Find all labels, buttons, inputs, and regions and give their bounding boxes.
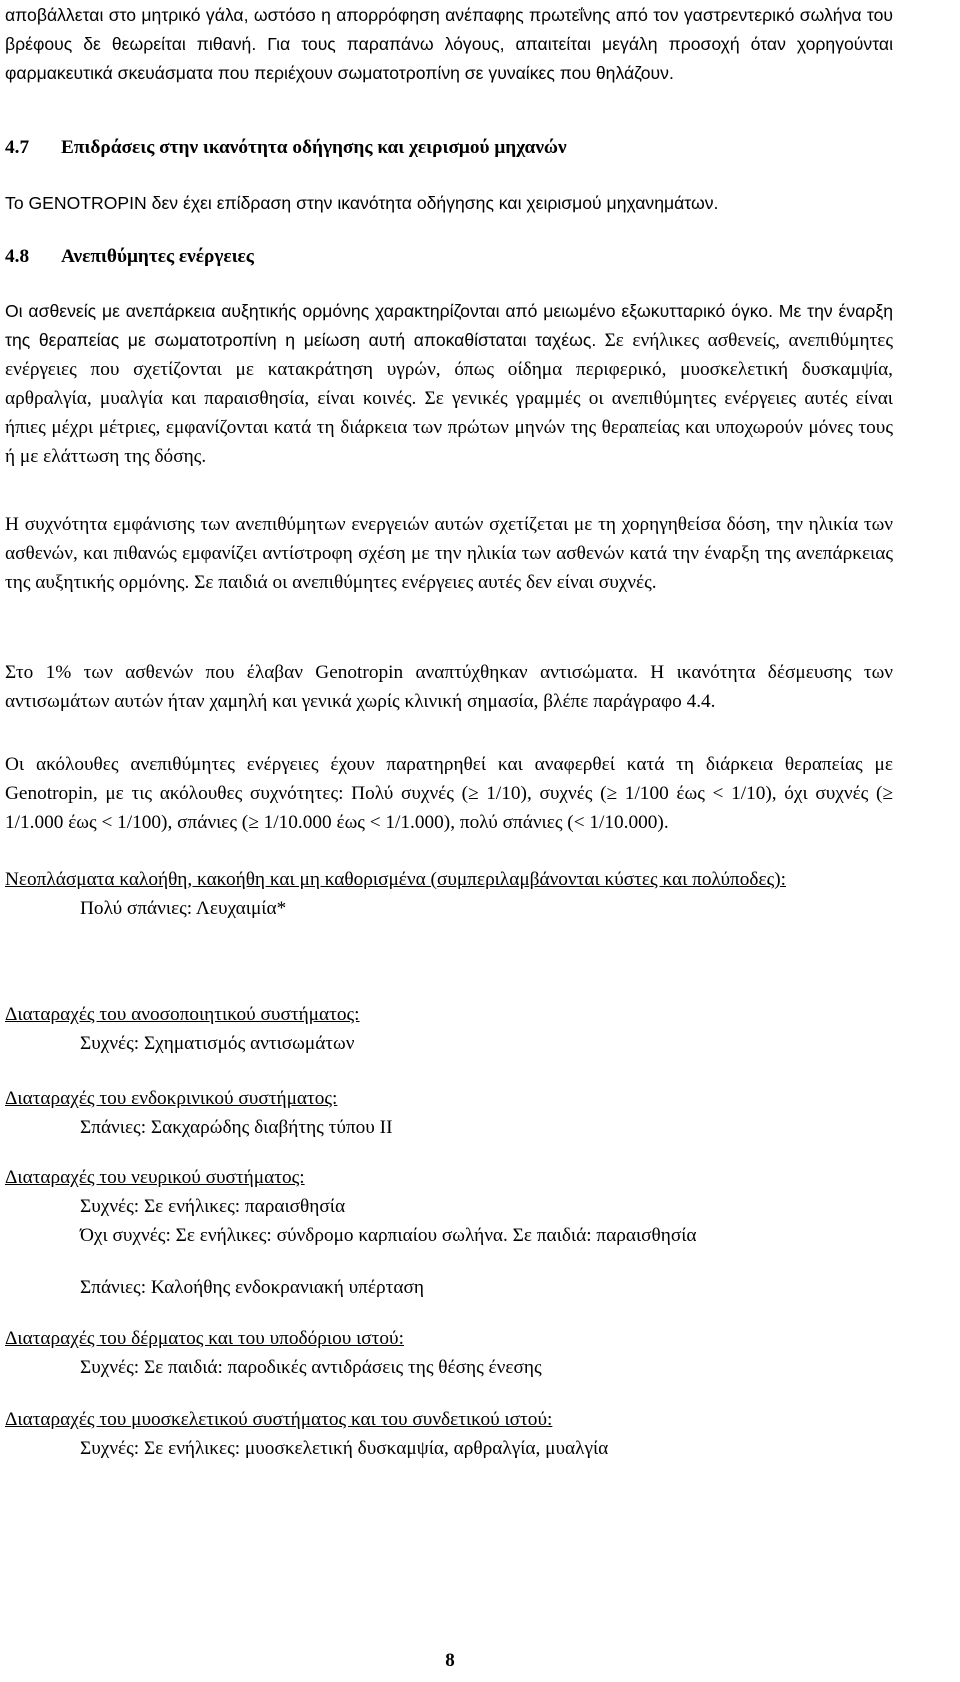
- category-item: Πολύ σπάνιες: Λευχαιμία*: [80, 898, 287, 919]
- category-item: Σπάνιες: Καλοήθης ενδοκρανιακή υπέρταση: [80, 1277, 424, 1298]
- page-number: 8: [445, 1650, 455, 1671]
- section-4-8-heading: [5, 242, 254, 271]
- section-number: 4.8: [5, 246, 30, 267]
- category-musculoskeletal: [5, 1405, 893, 1463]
- category-neoplasms: [5, 865, 893, 923]
- paragraph-1b: Σε ενήλικες ασθενείς, ανεπιθύμητες ενέργειες που σχετίζονται με κατακράτηση υγρών, όπως οίδημα περιφερικό, μυοσκελετική δυσκαμψία, αρθραλγία, μυαλγία και παραισθησία, είναι κοινές. Σε γενικές γραμμές οι ανεπιθύμητες ενέργειες αυτές είναι ήπιες μέχρι μέτριες, εμφανίζονται κατά τη διάρκεια των πρώτων μηνών της θεραπείας και υποχωρούν μόνες τους ή με ελάττωση της δόσης.: [5, 330, 894, 467]
- intro-paragraph: αποβάλλεται στο μητρικό γάλα, ωστόσο η απορρόφηση ανέπαφης πρωτεΐνης από τον γαστρεντερικό σωλήνα του βρέφους δε θεωρείται πιθανή. Για τους παραπάνω λόγους, απαιτείται μεγάλη προσοχή όταν χορηγούνται φαρμακευτικά σκευάσματα που περιέχουν σωματοτροπίνη σε γυναίκες που θηλάζουν.: [5, 5, 893, 83]
- section-4-8-paragraph-4: Οι ακόλουθες ανεπιθύμητες ενέργειες έχουν παρατηρηθεί και αναφερθεί κατά τη διάρκεια θεραπείας με Genotropin, με τις ακόλουθες συχνότητες: Πολύ συχνές (≥ 1/10), συχνές (≥ 1/100 έως < 1/10), όχι συχνές (≥ 1/1.000 έως < 1/100), σπάνιες (≥ 1/10.000 έως < 1/1.000), πολύ σπάνιες (< 1/10.000).: [5, 754, 893, 833]
- section-4-8-paragraph-3: Στο 1% των ασθενών που έλαβαν Genotropin αναπτύχθηκαν αντισώματα. Η ικανότητα δέσμευσης των αντισωμάτων αυτών ήταν χαμηλή και γενικά χωρίς κλινική σημασία, βλέπε παράγραφο 4.4.: [5, 662, 893, 712]
- category-heading: Διαταραχές του ενδοκρινικού συστήματος:: [5, 1088, 338, 1109]
- section-4-7-text: Το GENOTROPIN δεν έχει επίδραση στην ικανότητα οδήγησης και χειρισμού μηχανημάτων.: [5, 193, 719, 213]
- category-heading: Διαταραχές του ανοσοποιητικού συστήματος:: [5, 1004, 360, 1025]
- category-item: Σπάνιες: Σακχαρώδης διαβήτης τύπου ΙΙ: [80, 1117, 393, 1138]
- section-4-7-heading: [5, 133, 567, 162]
- category-heading: Διαταραχές του νευρικού συστήματος:: [5, 1167, 305, 1188]
- category-endocrine: [5, 1084, 893, 1142]
- category-heading: Διαταραχές του δέρματος και του υποδόριου ιστού:: [5, 1328, 404, 1349]
- section-title: Επιδράσεις στην ικανότητα οδήγησης και χειρισμού μηχανών: [61, 137, 567, 158]
- category-heading: Διαταραχές του μυοσκελετικού συστήματος και του συνδετικού ιστού:: [5, 1409, 553, 1430]
- category-nervous: [5, 1163, 893, 1302]
- category-item: Συχνές: Σε ενήλικες: μυοσκελετική δυσκαμψία, αρθραλγία, μυαλγία: [80, 1438, 609, 1459]
- category-skin: [5, 1324, 893, 1382]
- section-title: Ανεπιθύμητες ενέργειες: [61, 246, 254, 267]
- category-immune: [5, 1000, 893, 1058]
- category-item: Συχνές: Σε ενήλικες: παραισθησία: [80, 1196, 346, 1217]
- section-4-8-paragraph-2: Η συχνότητα εμφάνισης των ανεπιθύμητων ενεργειών αυτών σχετίζεται με τη χορηγηθείσα δόση, την ηλικία των ασθενών, και πιθανώς εμφανίζει αντίστροφη σχέση με την ηλικία των ασθενών κατά την έναρξη της ανεπάρκειας της αυξητικής ορμόνης. Σε παιδιά οι ανεπιθύμητες ενέργειες αυτές δεν είναι συχνές.: [5, 514, 893, 593]
- section-number: 4.7: [5, 137, 30, 158]
- category-item: Συχνές: Σε παιδιά: παροδικές αντιδράσεις της θέσης ένεσης: [80, 1357, 542, 1378]
- section-4-8-paragraph-1: [5, 297, 893, 471]
- category-item: Όχι συχνές: Σε ενήλικες: σύνδρομο καρπιαίου σωλήνα. Σε παιδιά: παραισθησία: [80, 1225, 697, 1246]
- paragraph-1a: Οι ασθενείς με ανεπάρκεια αυξητικής ορμόνης χαρακτηρίζονται από μειωμένο εξωκυτταρικό όγκο. Με την έναρξη της θεραπείας με σωματοτροπίνη η μείωση αυτή αποκαθίσταται ταχέως.: [5, 301, 893, 350]
- category-heading: Νεοπλάσματα καλοήθη, κακοήθη και μη καθορισμένα (συμπεριλαμβάνονται κύστες και πολύποδες):: [5, 869, 787, 890]
- category-item: Συχνές: Σχηματισμός αντισωμάτων: [80, 1033, 355, 1054]
